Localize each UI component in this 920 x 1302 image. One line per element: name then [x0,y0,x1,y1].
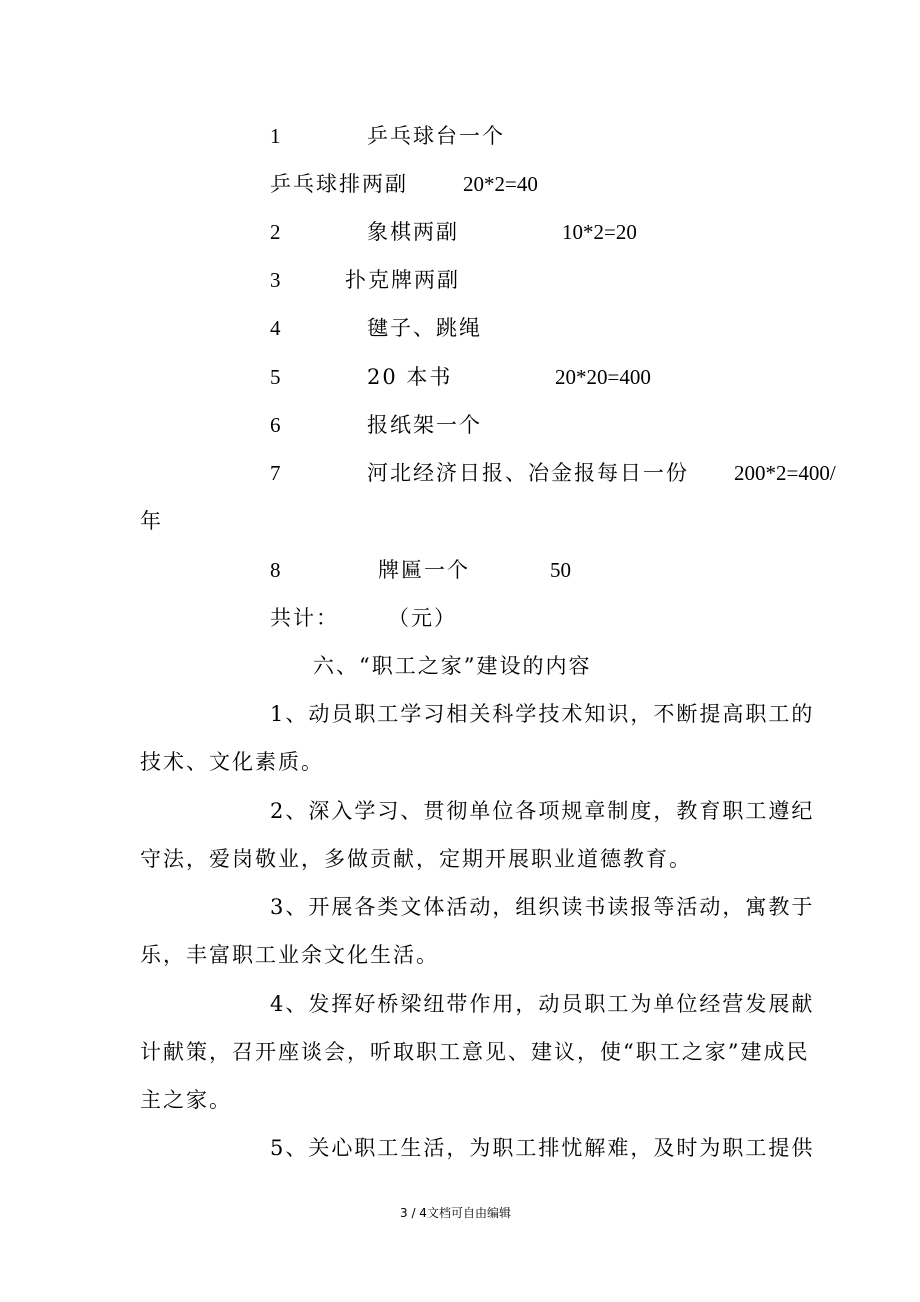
item-number: 7 [270,461,281,485]
item-wrap-text: 年 [140,509,161,533]
item-calc: 20*20=400 [555,365,651,389]
item-number: 6 [270,413,281,437]
paragraph-line: 技术、文化素质。 [140,750,324,774]
item-text: 扑克牌两副 [345,268,460,292]
paragraph-line: 4、发挥好桥梁纽带作用，动员职工为单位经营发展献 [270,992,815,1016]
paragraph-line: 2、深入学习、贯彻单位各项规章制度，教育职工遵纪 [270,799,815,823]
item-text: 乒乓球台一个 [367,124,505,148]
item-text: 毽子、跳绳 [367,316,482,340]
section-heading: 六、“职工之家”建设的内容 [313,654,592,678]
item-number: 3 [270,268,281,292]
page-footer: 3 / 4文档可自由编辑 [400,1206,511,1220]
item-calc: 20*2=40 [463,172,538,196]
total-label: 共计： [270,606,339,630]
item-number: 5 [270,365,281,389]
item-text: 牌匾一个 [378,558,470,582]
paragraph-line: 主之家。 [140,1088,232,1112]
item-calc: 50 [550,558,571,582]
paragraph-line: 3、开展各类文体活动，组织读书读报等活动，寓教于 [270,895,815,919]
item-text: 象棋两副 [367,220,459,244]
item-calc: 200*2=400/ [734,461,836,485]
paragraph-line: 计献策，召开座谈会，听取职工意见、建议，使“职工之家”建成民 [140,1040,810,1064]
item-text: 20 本书 [367,365,453,389]
item-text: 乒乓球排两副 [270,172,408,196]
item-number: 1 [270,124,281,148]
item-calc: 10*2=20 [562,220,637,244]
paragraph-line: 5、关心职工生活，为职工排忧解难，及时为职工提供 [270,1136,815,1160]
paragraph-line: 守法，爱岗敬业，多做贡献，定期开展职业道德教育。 [140,847,692,871]
item-text: 报纸架一个 [367,413,482,437]
total-unit: （元） [388,606,457,630]
paragraph-line: 乐，丰富职工业余文化生活。 [140,943,439,967]
item-text: 河北经济日报、冶金报每日一份 [367,461,689,485]
paragraph-line: 1、动员职工学习相关科学技术知识，不断提高职工的 [270,702,815,726]
item-number: 8 [270,558,281,582]
item-number: 4 [270,316,281,340]
item-number: 2 [270,220,281,244]
